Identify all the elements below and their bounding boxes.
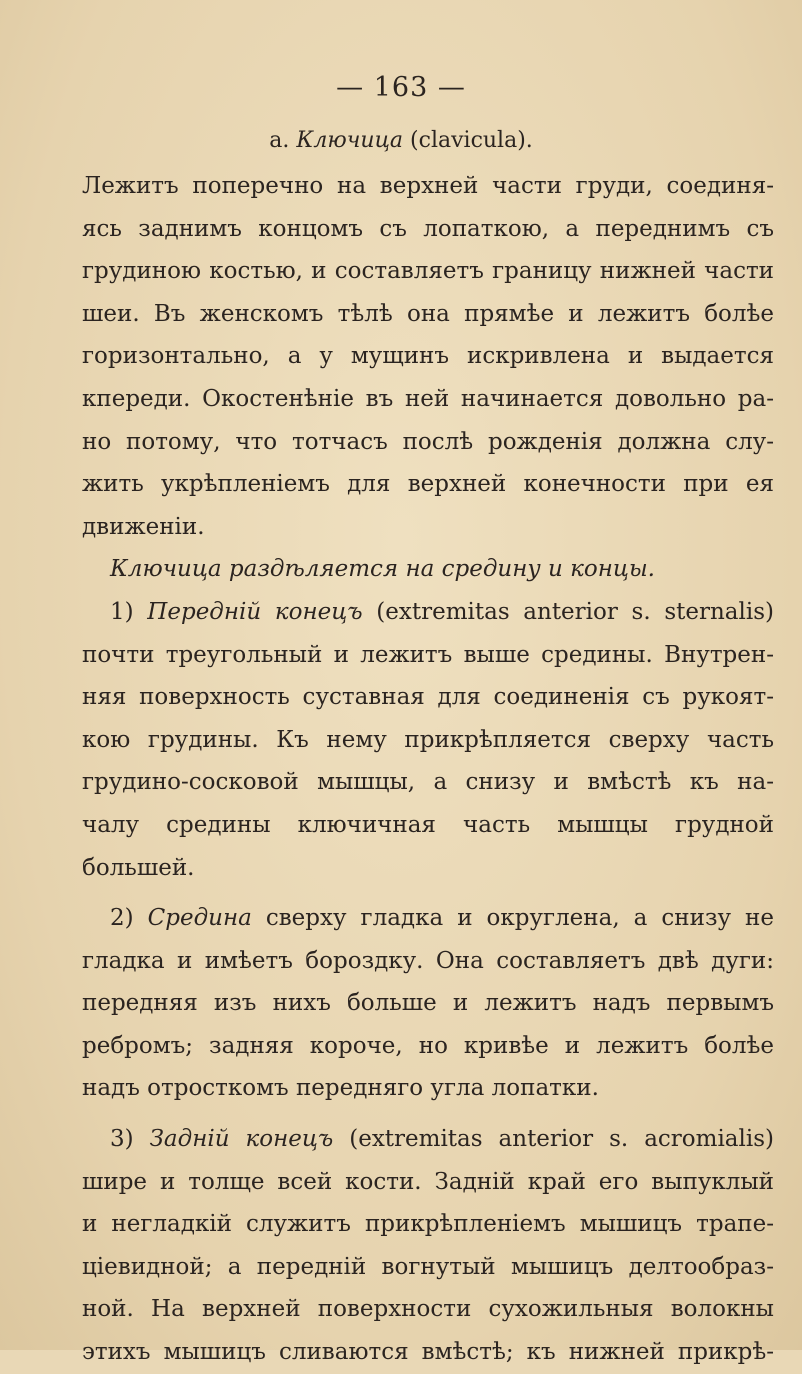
item-number: 1) — [110, 598, 134, 625]
section-marker: a. — [269, 128, 290, 153]
text-line: чалу средины ключичная часть мышцы грудной — [82, 811, 774, 838]
item-term: Средина — [147, 905, 252, 932]
text-line: передняя изъ нихъ больше и лежитъ надъ первымъ — [82, 990, 774, 1017]
intro-text: Ключица раздѣляется на средину и концы. — [110, 556, 655, 583]
text-line: шеи. Въ женскомъ тѣлѣ она прямѣе и лежитъ болѣе — [82, 300, 774, 327]
text-line: кою грудины. Къ нему прикрѣпляется сверху часть — [82, 726, 774, 753]
text-line: Лежитъ поперечно на верхней части груди, соединя- — [82, 173, 774, 199]
item-term: Передній конецъ — [147, 598, 363, 625]
item-term: Задній конецъ — [149, 1126, 334, 1153]
text-line: ясь заднимъ концомъ съ лопаткою, а переднимъ съ — [82, 215, 774, 242]
text-line: гладка и имѣетъ бороздку. Она составляетъ двѣ дуги: — [82, 947, 774, 974]
item-rest: (extremitas anterior s. acromialis) — [333, 1126, 774, 1153]
text-line: и негладкій служитъ прикрѣпленіемъ мышицъ трапе- — [82, 1211, 774, 1238]
intro-line — [82, 548, 774, 591]
text-line: но потому, что тотчасъ послѣ рожденія должна слу- — [82, 428, 774, 455]
text-line: большей. — [82, 854, 195, 881]
page-number: — 163 — — [336, 72, 466, 103]
section-latin: (clavicula). — [410, 128, 533, 153]
item-number: 3) — [110, 1126, 134, 1153]
item-lead-line — [82, 1118, 774, 1161]
text-line: грудино-сосковой мышцы, а снизу и вмѣстѣ къ на- — [82, 769, 774, 796]
text-line: движеніи. — [82, 513, 205, 540]
section-term: Ключица — [296, 128, 404, 153]
text-line: жить укрѣпленіемъ для верхней конечности при ея — [82, 471, 774, 498]
item-lead-line — [82, 591, 774, 634]
section-heading — [0, 128, 802, 153]
text-line: шире и толще всей кости. Задній край его выпуклый — [82, 1168, 774, 1195]
text-line: надъ отросткомъ передняго угла лопатки. — [82, 1075, 599, 1102]
text-line: няя поверхность суставная для соединенія съ рукоят- — [82, 684, 774, 711]
item-number: 2) — [110, 905, 134, 932]
text-line: ребромъ; задняя короче, но кривѣе и лежитъ болѣе — [82, 1032, 774, 1059]
text-line: ной. На верхней поверхности сухожильныя волокны — [82, 1296, 774, 1323]
text-line: кпереди. Окостенѣніе въ ней начинается довольно ра- — [82, 385, 774, 412]
text-line: этихъ мышицъ сливаются вмѣстѣ; къ нижней прикрѣ- — [82, 1339, 774, 1366]
text-line: горизонтально, а у мущинъ искривлена и выдается — [82, 343, 774, 370]
page-body — [82, 165, 774, 1374]
text-line: грудиною костью, и составляетъ границу нижней части — [82, 258, 774, 285]
item-rest: (extremitas anterior s. sternalis) — [362, 598, 775, 625]
item-rest: сверху гладка и округлена, а снизу не — [251, 905, 774, 932]
text-line: почти треугольный и лежитъ выше средины. Внутрен- — [82, 641, 774, 668]
text-line: ціевидной; а передній вогнутый мышицъ делтообраз- — [82, 1253, 774, 1280]
item-lead-line — [82, 897, 774, 940]
